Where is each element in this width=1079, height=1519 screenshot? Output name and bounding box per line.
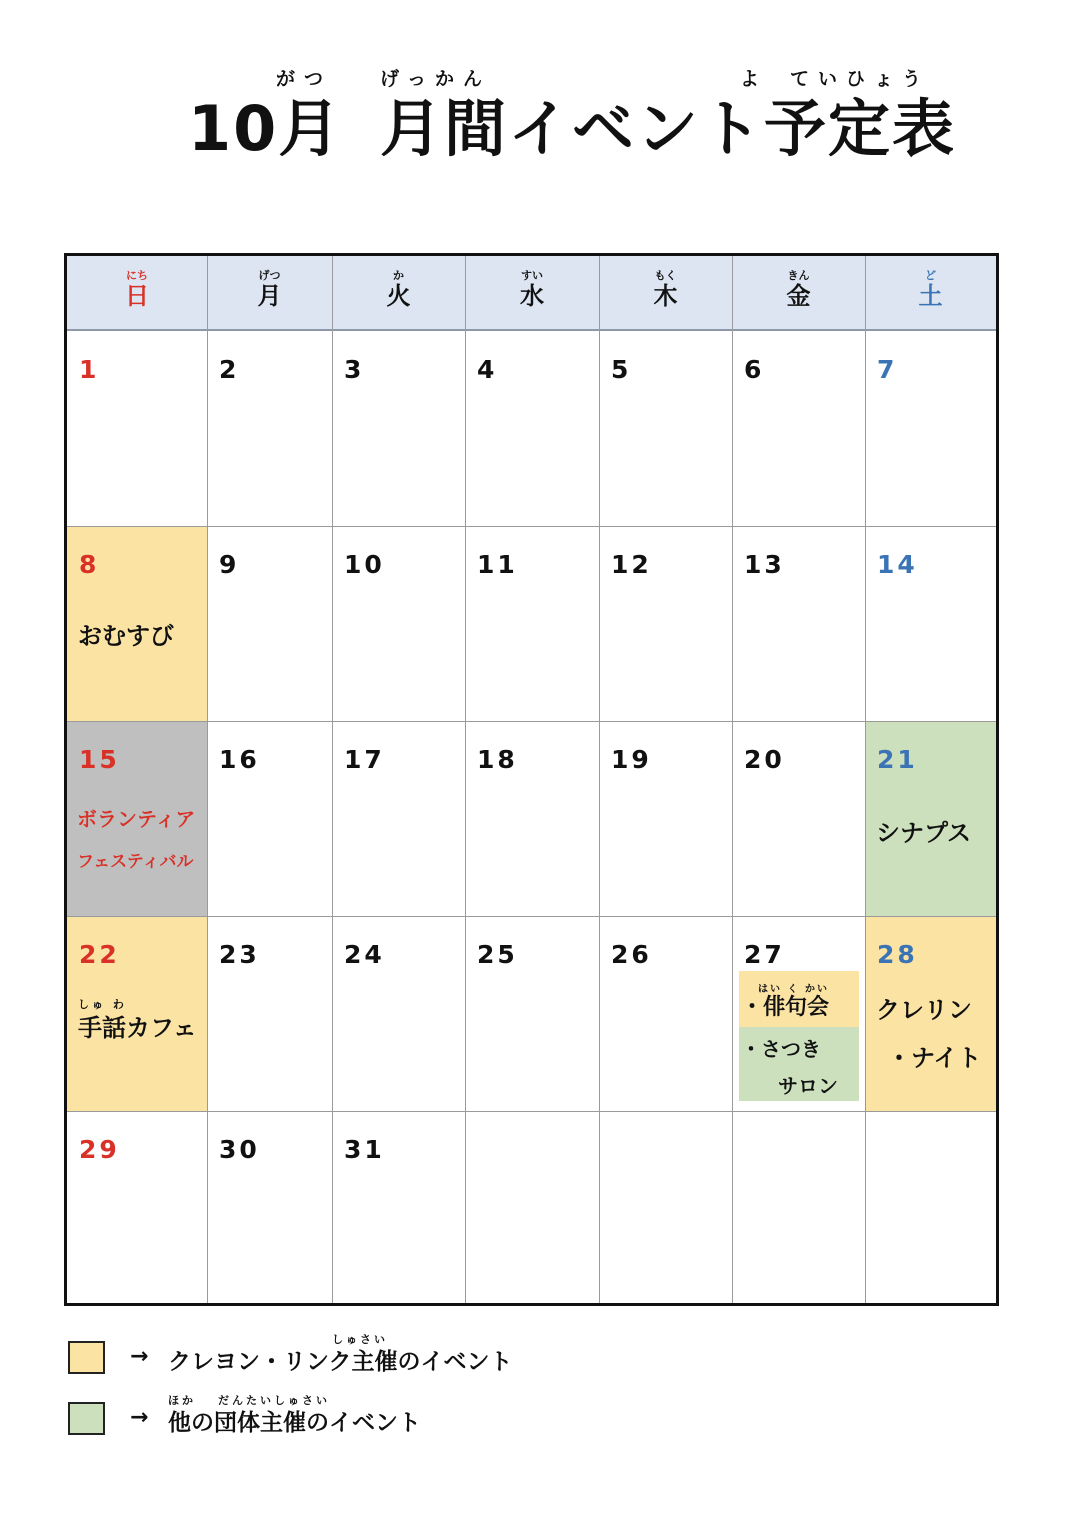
weekday-ruby: もく — [654, 269, 677, 282]
weekday-label: 日 — [125, 282, 149, 310]
day-cell — [599, 331, 732, 526]
event-haiku-ruby: はい く かい — [758, 984, 829, 995]
legend-label: 他の団体主催のイベント — [168, 1410, 421, 1436]
day-number: 2 — [219, 355, 240, 384]
event-clerin-line2: ・ナイト — [887, 1044, 982, 1072]
day-number: 20 — [744, 745, 785, 774]
day-cell — [732, 721, 865, 916]
day-number: 29 — [79, 1135, 120, 1164]
day-number: 24 — [344, 940, 385, 969]
day-cell — [207, 331, 332, 526]
legend-ruby-rest: だんたいしゅさい — [218, 1394, 330, 1407]
day-number: 23 — [219, 940, 260, 969]
day-cell — [332, 721, 465, 916]
day-number: 16 — [219, 745, 260, 774]
weekday-label: 火 — [386, 282, 411, 310]
title-ruby-gatsu: がつ — [276, 68, 333, 90]
day-cell — [207, 526, 332, 721]
day-number: 1 — [79, 355, 100, 384]
day-number: 18 — [477, 745, 518, 774]
weekday-ruby: か — [393, 269, 404, 282]
day-number: 25 — [477, 940, 518, 969]
legend-swatch-yellow — [68, 1341, 105, 1374]
day-number: 9 — [219, 550, 240, 579]
weekday-label: 月 — [257, 282, 282, 310]
page-header — [0, 60, 1079, 170]
day-cell — [67, 721, 207, 916]
day-number: 31 — [344, 1135, 385, 1164]
legend-ruby: しゅさい — [332, 1333, 388, 1346]
day-cell — [865, 331, 996, 526]
weekday-thu — [599, 256, 732, 329]
day-number: 27 — [744, 940, 785, 969]
day-cell — [599, 721, 732, 916]
day-number: 15 — [79, 745, 120, 774]
day-number: 6 — [744, 355, 765, 384]
legend-other — [68, 1394, 568, 1442]
arrow-icon: → — [130, 1344, 149, 1369]
weekday-label: 水 — [520, 282, 544, 310]
title-ruby-yo: よ — [740, 68, 769, 90]
day-cell — [599, 916, 732, 1111]
day-number: 13 — [744, 550, 785, 579]
day-number: 12 — [611, 550, 652, 579]
event-sign-cafe-ruby: しゅ わ — [78, 998, 127, 1011]
legend-crayon — [68, 1333, 568, 1381]
day-cell — [207, 1111, 332, 1303]
day-number: 7 — [877, 355, 898, 384]
weekday-tue — [332, 256, 465, 329]
weekday-sun — [67, 256, 207, 329]
weekday-mon — [207, 256, 332, 329]
day-number: 26 — [611, 940, 652, 969]
day-cell — [67, 916, 207, 1111]
weekday-label: 土 — [918, 282, 943, 310]
day-cell — [865, 916, 996, 1111]
event-satsuki-line2: サロン — [778, 1074, 838, 1098]
day-cell — [332, 916, 465, 1111]
weekday-ruby: すい — [521, 269, 543, 282]
day-number: 10 — [344, 550, 385, 579]
event-clerin-line1: クレリン — [876, 996, 972, 1024]
event-volunteer-line1: ボランティア — [77, 807, 196, 831]
day-cell — [465, 526, 599, 721]
day-cell — [599, 526, 732, 721]
day-number: 30 — [219, 1135, 260, 1164]
day-cell — [67, 1111, 207, 1303]
day-cell — [67, 526, 207, 721]
day-number: 22 — [79, 940, 120, 969]
day-number: 8 — [79, 550, 100, 579]
arrow-icon: → — [130, 1405, 149, 1430]
event-volunteer-line2: フェスティバル — [77, 852, 194, 872]
weekday-label: 木 — [653, 282, 678, 310]
legend-ruby-hoka: ほか — [168, 1394, 196, 1407]
day-cell — [865, 721, 996, 916]
day-cell — [332, 331, 465, 526]
title-ruby-teihyou: ていひょう — [790, 68, 931, 90]
event-satsuki-line1: ・さつき — [741, 1037, 821, 1061]
day-number: 14 — [877, 550, 918, 579]
title-month: 10月 — [188, 92, 343, 165]
day-cell — [732, 331, 865, 526]
title-ruby-gekkan: げっかん — [380, 68, 492, 90]
day-cell — [465, 721, 599, 916]
day-cell — [465, 916, 599, 1111]
day-cell — [732, 526, 865, 721]
weekday-ruby: きん — [787, 269, 810, 282]
legend-label: クレヨン・リンク主催のイベント — [168, 1349, 513, 1375]
day-cell — [465, 331, 599, 526]
day-number: 3 — [344, 355, 365, 384]
calendar-grid — [64, 253, 999, 1306]
day-cell — [332, 1111, 465, 1303]
event-sign-cafe: 手話カフェ — [78, 1014, 197, 1042]
day-number: 28 — [877, 940, 918, 969]
day-number: 21 — [877, 745, 918, 774]
event-haiku: ・俳句会 — [741, 995, 830, 1020]
day-cell — [207, 916, 332, 1111]
event-omusubi: おむすび — [78, 622, 174, 650]
legend-swatch-green — [68, 1402, 105, 1435]
day-number: 17 — [344, 745, 385, 774]
day-cell — [332, 526, 465, 721]
day-number: 11 — [477, 550, 518, 579]
day-cell — [732, 916, 865, 1111]
day-cell — [207, 721, 332, 916]
day-number: 4 — [477, 355, 498, 384]
weekday-fri — [732, 256, 865, 329]
day-number: 19 — [611, 745, 652, 774]
weekday-sat — [865, 256, 996, 329]
weekday-ruby: にち — [126, 269, 148, 282]
weekday-label: 金 — [786, 282, 811, 310]
weekday-ruby: ど — [925, 269, 936, 282]
day-cell — [865, 526, 996, 721]
day-cell — [67, 331, 207, 526]
weekday-ruby: げつ — [258, 269, 281, 282]
weekday-wed — [465, 256, 599, 329]
day-number: 5 — [611, 355, 632, 384]
event-synapse: シナプス — [876, 819, 972, 847]
page-title: 月間イベント予定表 — [380, 92, 957, 165]
